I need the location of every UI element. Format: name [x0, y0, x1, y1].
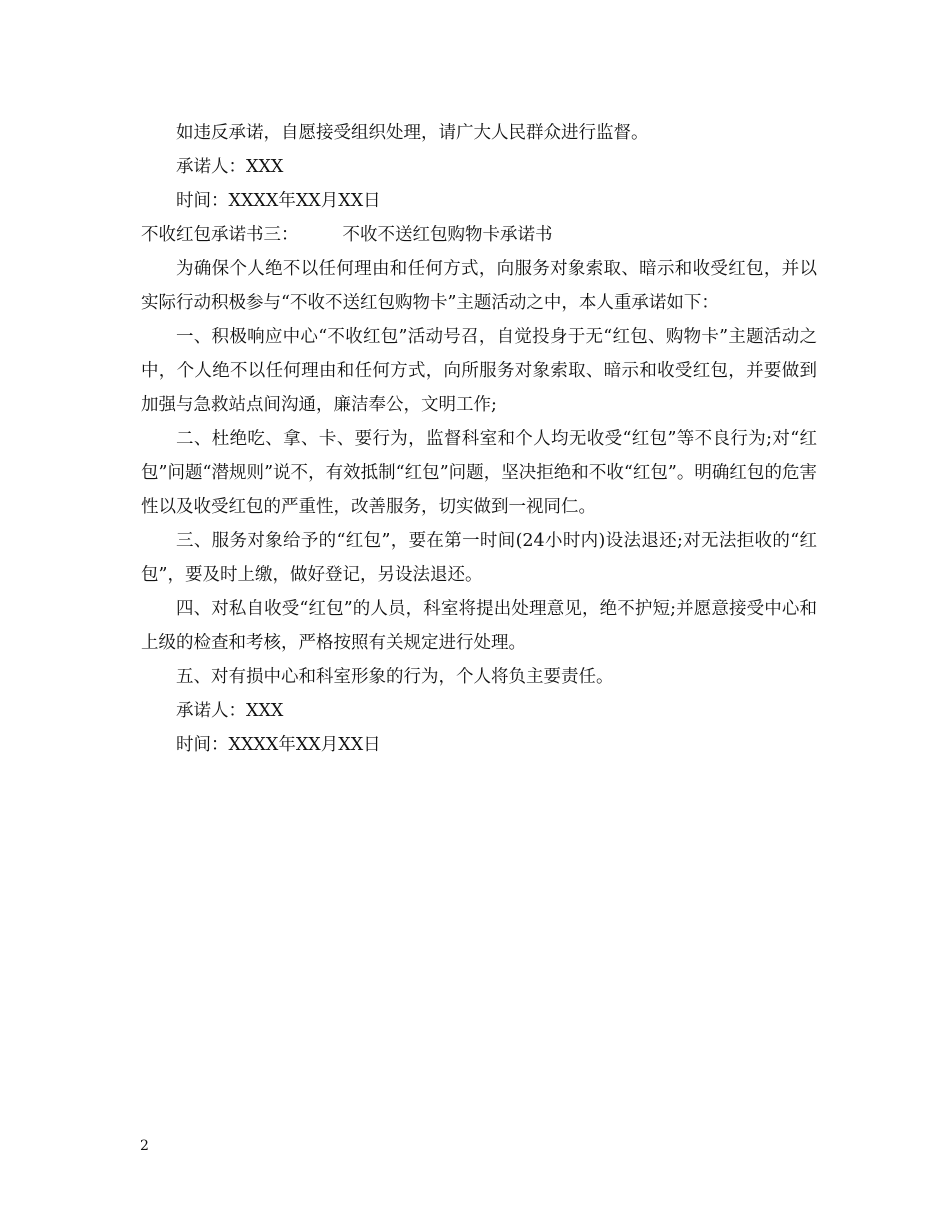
- section-heading-title: 不收不送红包购物卡承诺书: [342, 225, 553, 245]
- paragraph-item-3: 三、服务对象给予的“红包”，要在第一时间(24小时内)设法退还;对无法拒收的“红包”，要及时上缴，做好登记，另设法退还。: [141, 531, 817, 585]
- paragraph-date: 时间：XXXX年XX月XX日: [176, 191, 381, 211]
- paragraph-signatory-2: 承诺人：XXX: [176, 701, 284, 721]
- section-heading: [141, 218, 817, 252]
- section-heading-label: 不收红包承诺书三：: [141, 225, 299, 245]
- paragraph-signatory: 承诺人：XXX: [176, 157, 284, 177]
- page-number: 2: [140, 1138, 149, 1154]
- paragraph-item-1: 一、积极响应中心“不收红包”活动号召，自觉投身于无“红包、购物卡”主题活动之中，个人绝不以任何理由和任何方式，向所服务对象索取、暗示和收受红包，并要做到加强与急救站点间沟通，廉洁奉公，文明工作;: [141, 327, 817, 415]
- paragraph-item-2: 二、杜绝吃、拿、卡、要行为，监督科室和个人均无收受“红包”等不良行为;对“红包”问题“潜规则”说不，有效抵制“红包”问题，坚决拒绝和不收“红包”。明确红包的危害性以及收受红包的严重性，改善服务，切实做到一视同仁。: [141, 429, 817, 517]
- document-body: [141, 116, 817, 762]
- paragraph-item-4: 四、对私自收受“红包”的人员，科室将提出处理意见，绝不护短;并愿意接受中心和上级的检查和考核，严格按照有关规定进行处理。: [141, 599, 817, 653]
- paragraph-date-2: 时间：XXXX年XX月XX日: [176, 735, 381, 755]
- paragraph-intro: 为确保个人绝不以任何理由和任何方式，向服务对象索取、暗示和收受红包，并以实际行动积极参与“不收不送红包购物卡”主题活动之中，本人重承诺如下：: [141, 259, 817, 313]
- paragraph-item-5: 五、对有损中心和科室形象的行为，个人将负主要责任。: [176, 667, 614, 687]
- paragraph-violation-clause: 如违反承诺，自愿接受组织处理，请广大人民群众进行监督。: [176, 123, 649, 143]
